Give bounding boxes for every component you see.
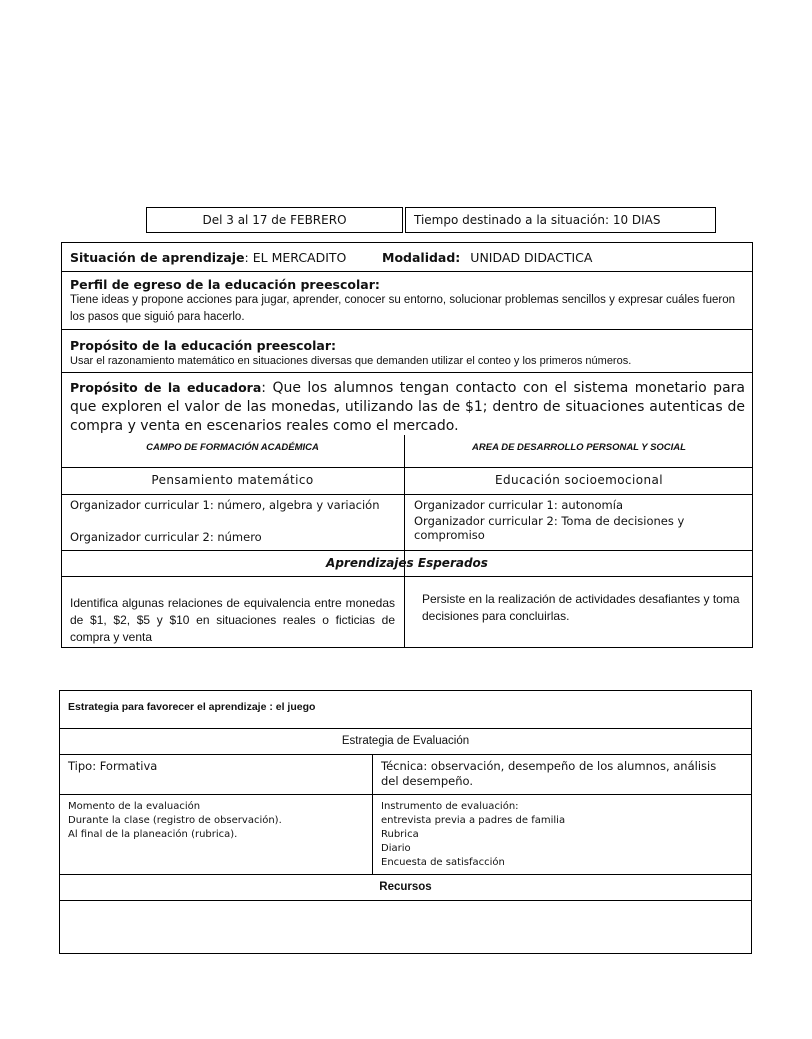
proposito-educadora bbox=[70, 378, 745, 436]
proposito-educadora-text: : Que los alumnos tengan contacto con el sistema monetario para que exploren el valor de las monedas, utilizando las de $1; dentro de situaciones autenticas de compra y venta en escenarios reales como el mercado. bbox=[70, 380, 745, 434]
instrumento-line: Encuesta de satisfacción bbox=[381, 857, 505, 868]
proposito-preescolar-title: Propósito de la educación preescolar: bbox=[70, 338, 337, 353]
proposito-educadora-title: Propósito de la educadora bbox=[70, 380, 262, 395]
campo-header: CAMPO DE FORMACIÓN ACADÉMICA bbox=[146, 442, 319, 453]
situacion-value: : EL MERCADITO bbox=[244, 250, 347, 265]
instrumento-line: Rubrica bbox=[381, 829, 419, 840]
organizador-right-2: Organizador curricular 2: Toma de decisiones y compromiso bbox=[414, 514, 685, 542]
proposito-preescolar-text: Usar el razonamiento matemático en situaciones diversas que demanden utilizar el conteo y los primeros números. bbox=[70, 355, 632, 367]
aprendizajes-header: Aprendizajes Esperados bbox=[326, 556, 488, 570]
tecnica-evaluacion: Técnica: observación, desempeño de los alumnos, análisis del desempeño. bbox=[381, 759, 717, 788]
dates-text: Del 3 al 17 de FEBRERO bbox=[202, 213, 347, 227]
instrumento-evaluacion bbox=[381, 800, 565, 870]
area-value: Educación socioemocional bbox=[495, 473, 663, 487]
organizador-left-2: Organizador curricular 2: número bbox=[70, 530, 262, 544]
aprendizaje-left: Identifica algunas relaciones de equivalencia entre monedas de $1, $2, $5 y $10 en situaciones reales o ficticias de compra y venta bbox=[70, 596, 395, 644]
area-header: AREA DE DESARROLLO PERSONAL Y SOCIAL bbox=[472, 442, 686, 453]
momento-line: Momento de la evaluación bbox=[68, 801, 201, 812]
perfil-text: Tiene ideas y propone acciones para jugar, aprender, conocer su entorno, solucionar problemas sencillos y expresar cuáles fueron los pasos que siguió para hacerlo. bbox=[70, 294, 736, 323]
modalidad-row bbox=[382, 250, 592, 265]
campo-value: Pensamiento matemático bbox=[151, 473, 314, 487]
aprendizaje-right: Persiste en la realización de actividades desafiantes y toma decisiones para concluirlas. bbox=[422, 592, 740, 623]
dates-cell bbox=[146, 207, 403, 233]
modalidad-value: UNIDAD DIDACTICA bbox=[470, 250, 593, 265]
momento-line: Al final de la planeación (rubrica). bbox=[68, 829, 238, 840]
perfil-title: Perfil de egreso de la educación preescolar: bbox=[70, 277, 380, 292]
instrumento-line: Instrumento de evaluación: bbox=[381, 801, 519, 812]
situacion-label: Situación de aprendizaje bbox=[70, 250, 245, 265]
time-cell bbox=[405, 207, 716, 233]
estrategia-evaluacion: Estrategia de Evaluación bbox=[341, 735, 470, 747]
instrumento-line: entrevista previa a padres de familia bbox=[381, 815, 566, 826]
estrategia-aprendizaje: Estrategia para favorecer el aprendizaje : el juego bbox=[68, 701, 316, 713]
momento-line: Durante la clase (registro de observación). bbox=[68, 815, 282, 826]
modalidad-label: Modalidad: bbox=[382, 250, 461, 265]
momento-evaluacion bbox=[68, 800, 282, 842]
organizador-right-1: Organizador curricular 1: autonomía bbox=[414, 498, 624, 512]
situacion-row bbox=[70, 250, 346, 265]
organizador-left-1: Organizador curricular 1: número, algebra y variación bbox=[70, 498, 380, 512]
tipo-evaluacion: Tipo: Formativa bbox=[68, 759, 158, 773]
time-text: Tiempo destinado a la situación: 10 DIAS bbox=[414, 213, 661, 227]
recursos-header: Recursos bbox=[379, 881, 432, 893]
instrumento-line: Diario bbox=[381, 843, 411, 854]
